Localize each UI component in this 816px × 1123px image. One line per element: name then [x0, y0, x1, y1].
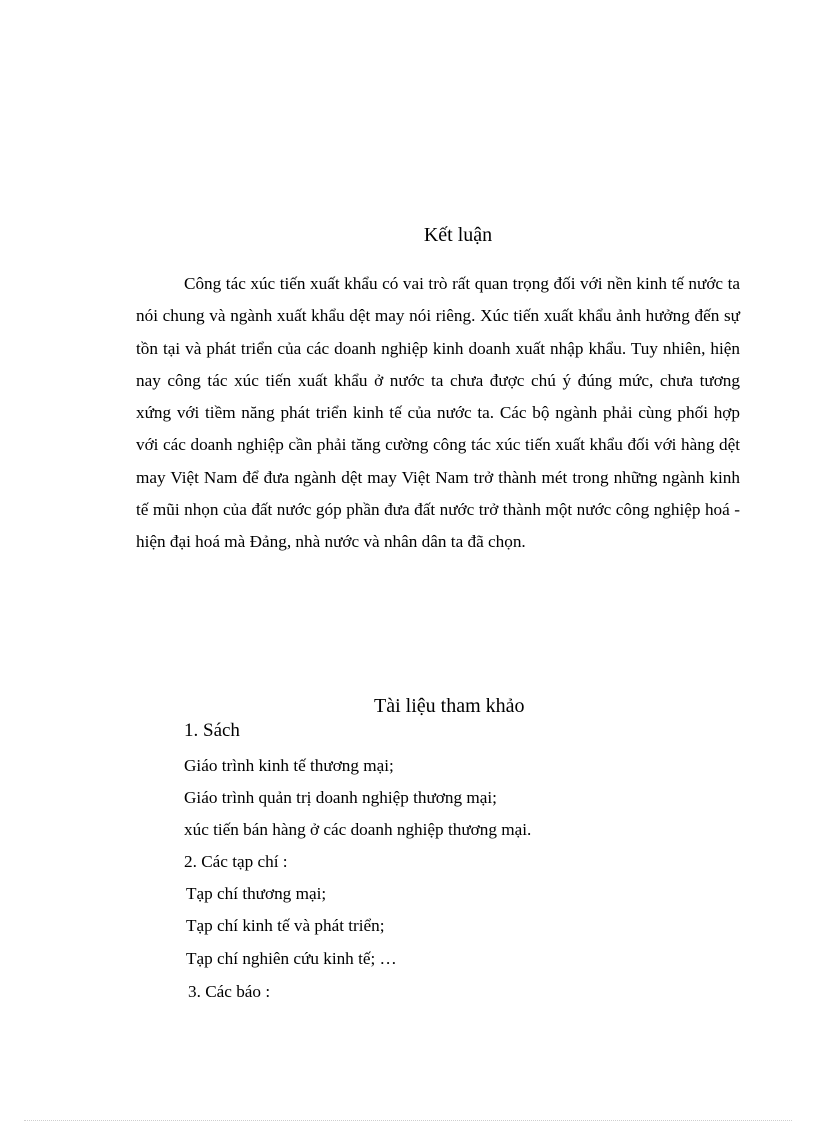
- references-title: Tài liệu tham khảo: [374, 695, 525, 717]
- journal-item: Tạp chí thương mại;: [186, 884, 327, 903]
- newspapers-heading: 3. Các báo :: [188, 982, 271, 1001]
- book-item: xúc tiến bán hàng ở các doanh nghiệp thương mại.: [184, 820, 532, 839]
- journal-item: Tạp chí kinh tế và phát triển;: [186, 916, 385, 935]
- conclusion-title: Kết luận: [423, 224, 493, 246]
- book-item: Giáo trình kinh tế thương mại;: [184, 756, 394, 775]
- journals-heading: 2. Các tạp chí :: [184, 852, 288, 871]
- journal-item: Tạp chí nghiên cứu kinh tế; …: [186, 949, 397, 968]
- page-bottom-divider: [24, 1120, 792, 1121]
- conclusion-paragraph: Công tác xúc tiến xuất khẩu có vai trò rất quan trọng đối với nền kinh tế nước ta nói chung và ngành xuất khẩu dệt may nói riêng. Xúc tiến xuất khẩu ảnh hưởng đến sự tồn tại và phát triển của các doanh nghiệp kinh doanh xuất nhập khẩu. Tuy nhiên, hiện nay công tác xúc tiến xuất khẩu ở nước ta chưa được chú ý đúng mức, chưa tương xứng với tiềm năng phát triển kinh tế của nước ta. Các bộ ngành phải cùng phối hợp với các doanh nghiệp cần phải tăng cường công tác xúc tiến xuất khẩu đối với hàng dệt may Việt Nam để đưa ngành dệt may Việt Nam trở thành mét trong những ngành kinh tế mũi nhọn của đất nước góp phần đưa đất nước trở thành một nước công nghiệp hoá - hiện đại hoá mà Đảng, nhà nước và nhân dân ta đã chọn.: [136, 274, 740, 552]
- book-item: Giáo trình quản trị doanh nghiệp thương mại;: [184, 788, 497, 807]
- books-heading: 1. Sách: [184, 720, 240, 741]
